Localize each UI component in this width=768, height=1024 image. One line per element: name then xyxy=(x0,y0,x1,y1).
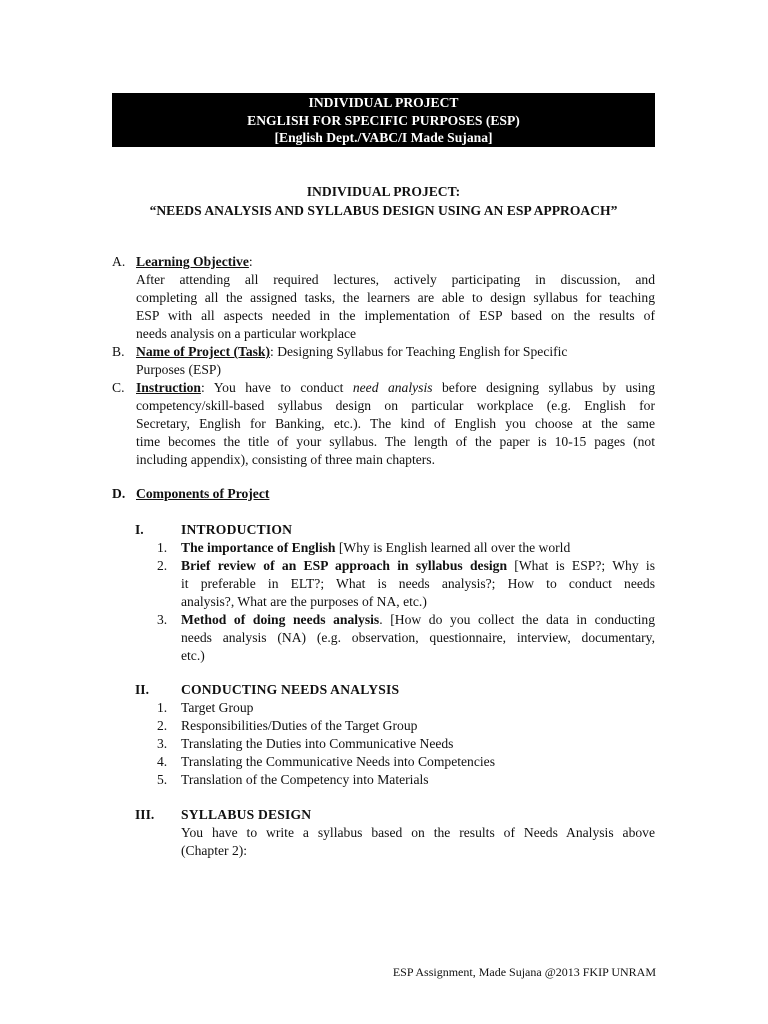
item-text: Translating the Duties into Communicative Needs xyxy=(181,736,454,751)
emphasis-text: need analysis xyxy=(352,380,433,395)
item-number: 3. xyxy=(157,612,168,627)
chapter-introduction xyxy=(112,521,655,671)
item-text-line: it preferable in ELT?; What is needs analysis?; How to conduct needs xyxy=(181,576,655,591)
list-item xyxy=(157,611,656,665)
section-heading: Components of Project xyxy=(136,486,270,501)
item-number: 2. xyxy=(157,558,168,573)
paragraph-line: After attending all required lectures, actively participating in discussion, and xyxy=(136,272,655,287)
paragraph-line: time becomes the title of your syllabus. The length of the paper is 10-15 pages (not xyxy=(136,434,655,449)
item-text: Translating the Communicative Needs into Competencies xyxy=(181,754,495,769)
title-line-1: INDIVIDUAL PROJECT: xyxy=(306,184,461,199)
section-learning-objective xyxy=(112,253,655,343)
item-number: 4. xyxy=(157,754,168,769)
chapter-number: III. xyxy=(135,807,155,822)
item-bold-text: The importance of English xyxy=(181,540,336,555)
item-number: 2. xyxy=(157,718,168,733)
paragraph-line: ESP with all aspects needed in the implementation of ESP based on the results of xyxy=(136,308,655,323)
item-number: 1. xyxy=(157,540,168,555)
list-item xyxy=(157,717,655,735)
paragraph-line: Purposes (ESP) xyxy=(136,362,221,377)
item-text: Target Group xyxy=(181,700,254,715)
title-line-2: “NEEDS ANALYSIS AND SYLLABUS DESIGN USING AN ESP APPROACH” xyxy=(149,203,618,218)
paragraph-text: before designing syllabus by using xyxy=(432,380,655,395)
section-letter: A. xyxy=(112,254,126,269)
section-heading: Instruction xyxy=(136,380,201,395)
chapter-conducting-needs-analysis xyxy=(112,681,655,791)
list-item xyxy=(157,771,655,789)
chapter-syllabus-design xyxy=(112,806,655,866)
header-line-3: [English Dept./VABC/I Made Sujana] xyxy=(274,130,493,145)
chapter-paragraph xyxy=(181,824,655,860)
item-text: Translation of the Competency into Materials xyxy=(181,772,429,787)
section-components xyxy=(112,485,655,503)
section-heading: Learning Objective xyxy=(136,254,249,269)
paragraph-line: competency/skill-based syllabus design on particular workplace (e.g. English for xyxy=(136,398,655,413)
section-name-of-project xyxy=(112,343,655,379)
list-item xyxy=(157,735,655,753)
paragraph-line: (Chapter 2): xyxy=(181,843,248,858)
header-banner xyxy=(112,93,655,147)
paragraph-text: : Designing Syllabus for Teaching English for Specific xyxy=(270,344,568,359)
document-title xyxy=(112,182,655,220)
item-number: 5. xyxy=(157,772,168,787)
list-item xyxy=(157,699,655,717)
header-line-2: ENGLISH FOR SPECIFIC PURPOSES (ESP) xyxy=(247,112,520,128)
heading-colon: : xyxy=(248,254,253,269)
chapter-title: CONDUCTING NEEDS ANALYSIS xyxy=(181,682,400,697)
item-number: 1. xyxy=(157,700,168,715)
paragraph-line: completing all the assigned tasks, the learners are able to design syllabus for teaching xyxy=(136,290,655,305)
paragraph-line: You have to write a syllabus based on the results of Needs Analysis above xyxy=(181,825,655,840)
section-letter: D. xyxy=(112,486,126,501)
item-text-line: needs analysis (NA) (e.g. observation, questionnaire, interview, documentary, xyxy=(181,630,655,645)
item-text: [Why is English learned all over the world xyxy=(335,540,571,555)
list-item xyxy=(157,557,656,611)
section-letter: C. xyxy=(112,380,125,395)
section-instruction xyxy=(112,379,655,469)
item-text-line: etc.) xyxy=(181,648,205,663)
chapter-number: II. xyxy=(135,682,149,697)
item-text: . [How do you collect the data in conducting xyxy=(379,612,656,627)
paragraph-line: including appendix), consisting of three main chapters. xyxy=(136,452,435,467)
chapter-title: INTRODUCTION xyxy=(181,522,293,537)
page-footer: ESP Assignment, Made Sujana @2013 FKIP UNRAM xyxy=(392,965,656,979)
header-line-1: INDIVIDUAL PROJECT xyxy=(308,95,459,110)
paragraph-line: needs analysis on a particular workplace xyxy=(136,326,357,341)
chapter-number: I. xyxy=(135,522,144,537)
paragraph-line: Secretary, English for Banking, etc.). The kind of English you choose at the same xyxy=(136,416,655,431)
item-bold-text: Method of doing needs analysis xyxy=(181,612,380,627)
paragraph-text: : You have to conduct xyxy=(200,380,353,395)
item-text: Responsibilities/Duties of the Target Group xyxy=(181,718,418,733)
item-bold-text: Brief review of an ESP approach in syllabus design xyxy=(181,558,508,573)
chapter-title: SYLLABUS DESIGN xyxy=(181,807,312,822)
item-text-line: analysis?, What are the purposes of NA, etc.) xyxy=(181,594,427,609)
item-text: [What is ESP?; Why is xyxy=(507,558,656,573)
list-item xyxy=(157,539,655,557)
list-item xyxy=(157,753,655,771)
section-letter: B. xyxy=(112,344,125,359)
section-heading: Name of Project (Task) xyxy=(136,344,271,359)
item-number: 3. xyxy=(157,736,168,751)
